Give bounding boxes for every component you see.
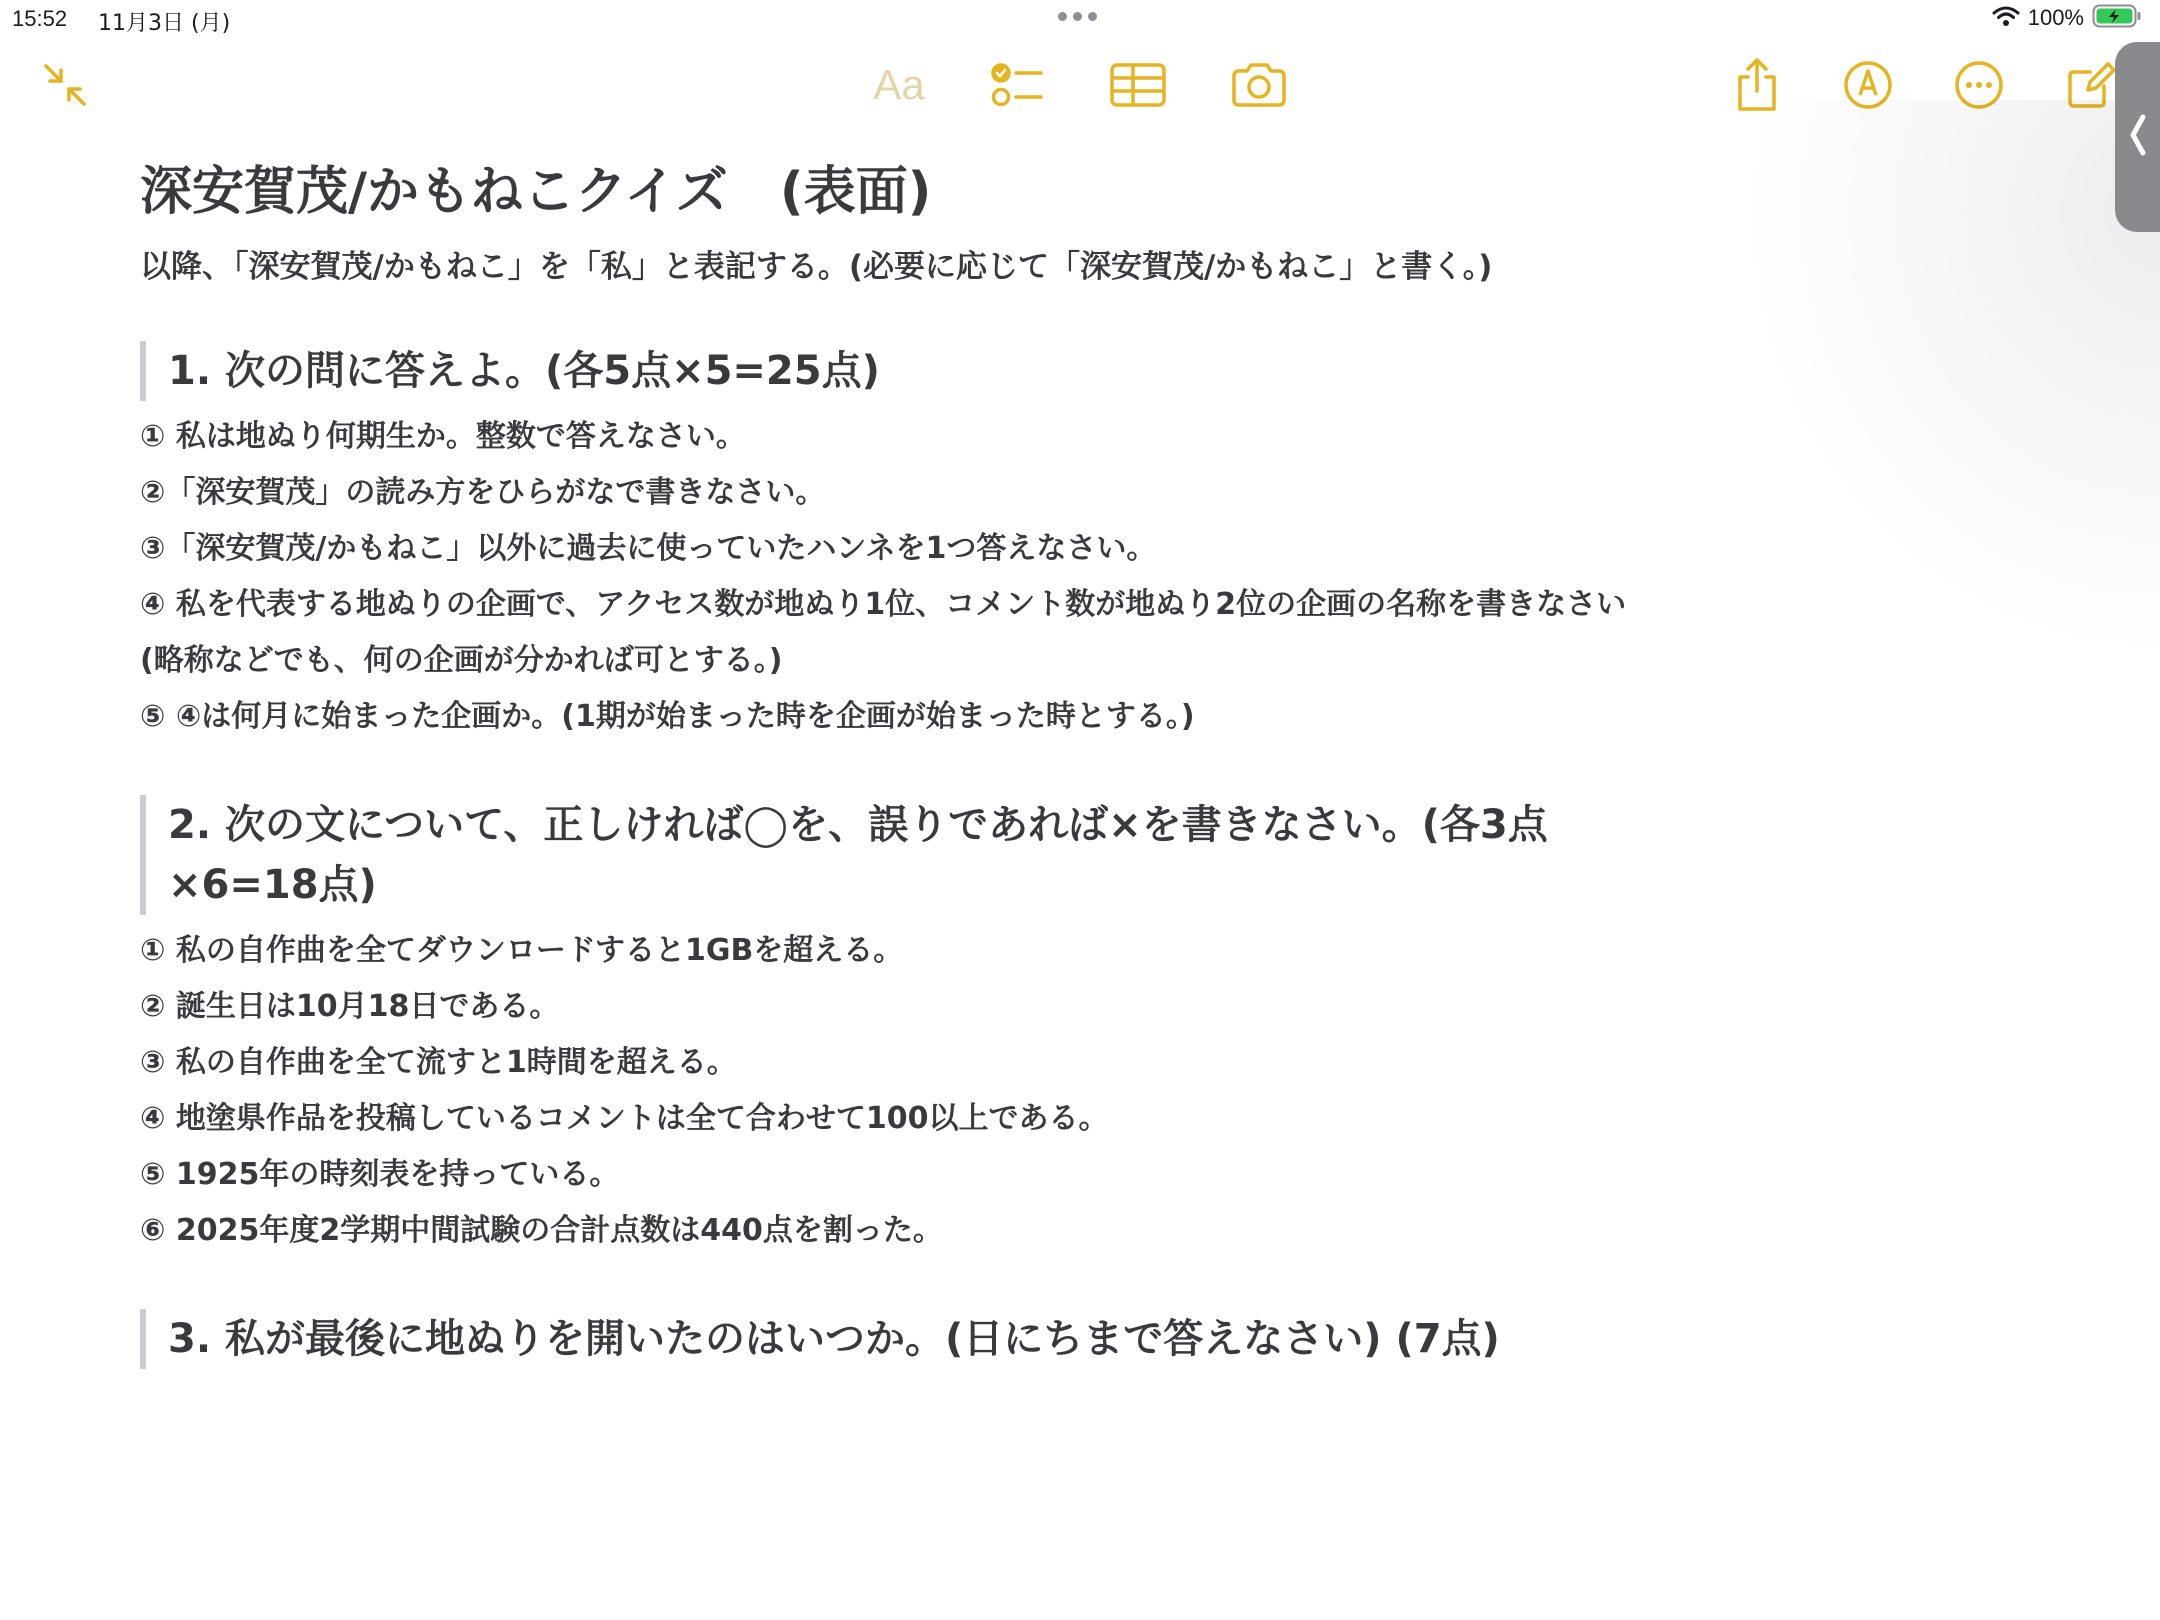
battery-percent: 100% xyxy=(2027,5,2084,30)
question-item: ⑤ 1925年の時刻表を持っている。 xyxy=(140,1157,620,1192)
question-item: (略称などでも、何の企画が分かれば可とする。) xyxy=(140,643,783,678)
toolbar xyxy=(0,50,2160,130)
more-ellipsis-icon[interactable] xyxy=(1944,50,2014,120)
collapse-icon[interactable] xyxy=(30,50,100,120)
status-time: 15:52 xyxy=(12,6,68,31)
question-item: ⑥ 2025年度2学期中間試験の合計点数は440点を割った。 xyxy=(140,1213,943,1248)
section-heading: 1. 次の問に答えよ。(各5点×5=25点) xyxy=(140,341,1740,401)
question-list xyxy=(140,409,1740,745)
share-icon[interactable] xyxy=(1722,50,1792,120)
note-body[interactable] xyxy=(140,155,1740,1369)
chevron-left-icon xyxy=(2127,111,2149,163)
markup-pen-icon[interactable] xyxy=(1833,50,1903,120)
question-item: ⑤ ④は何月に始まった企画か。(1期が始まった時を企画が始まった時とする。) xyxy=(140,699,1195,734)
note-intro: 以降、「深安賀茂/かもねこ」を「私」と表記する。(必要に応じて「深安賀茂/かもねこ」と書く。) xyxy=(140,249,1493,285)
multitasking-dots-icon[interactable] xyxy=(1058,12,1097,21)
status-bar xyxy=(0,0,2160,40)
question-item: ③ 私の自作曲を全て流すと1時間を超える。 xyxy=(140,1045,737,1080)
section-heading: 2. 次の文について、正しければ◯を、誤りであれば×を書きなさい。(各3点×6=18点) xyxy=(140,795,1598,915)
note-title: 深安賀茂/かもねこクイズ (表面) xyxy=(140,162,932,222)
page-shadow xyxy=(1740,100,2160,660)
question-item: ① 私は地ぬり何期生か。整数で答えなさい。 xyxy=(140,419,746,454)
checklist-icon[interactable] xyxy=(983,50,1053,120)
question-item: ① 私の自作曲を全てダウンロードすると1GBを超える。 xyxy=(140,933,904,968)
text-format-button[interactable]: Aa xyxy=(873,61,925,108)
question-item: ②「深安賀茂」の読み方をひらがなで書きなさい。 xyxy=(140,475,826,510)
question-section-2 xyxy=(140,795,1740,1259)
question-section-3 xyxy=(140,1309,1740,1369)
sidebar-handle[interactable] xyxy=(2115,42,2160,232)
camera-icon[interactable] xyxy=(1224,50,1294,120)
section-heading: 3. 私が最後に地ぬりを開いたのはいつか。(日にちまで答えなさい) (7点) xyxy=(140,1309,1740,1369)
battery-charging-icon xyxy=(2092,4,2142,32)
question-list xyxy=(140,923,1740,1259)
status-indicators xyxy=(1992,4,2142,32)
question-item: ② 誕生日は10月18日である。 xyxy=(140,989,560,1024)
question-item: ③「深安賀茂/かもねこ」以外に過去に使っていたハンネを1つ答えなさい。 xyxy=(140,531,1157,566)
question-item: ④ 地塗県作品を投稿しているコメントは全て合わせて100以上である。 xyxy=(140,1101,1109,1136)
table-icon[interactable] xyxy=(1103,50,1173,120)
wifi-icon xyxy=(1992,5,2020,31)
status-date: 11月3日 (月) xyxy=(98,11,231,36)
question-section-1 xyxy=(140,341,1740,745)
question-item: ④ 私を代表する地ぬりの企画で、アクセス数が地ぬり1位、コメント数が地ぬり2位の企画の名称を書きなさい xyxy=(140,587,1627,622)
